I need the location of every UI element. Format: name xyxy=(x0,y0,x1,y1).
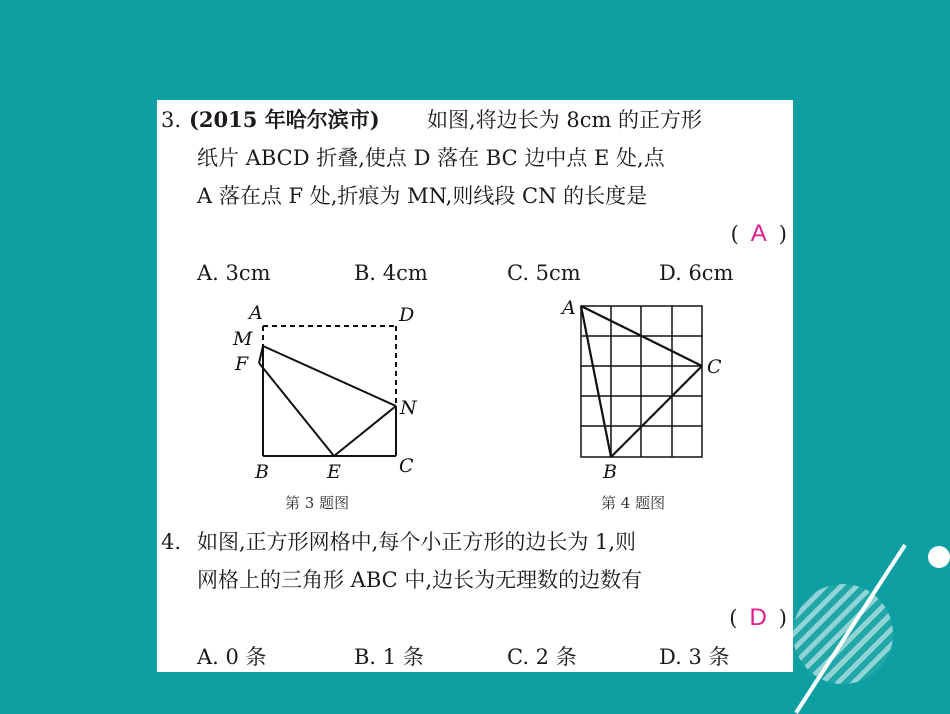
fig4-label-a: A xyxy=(562,297,576,319)
q4-text-2: 网格上的三角形 ABC 中,边长为无理数的边数有 xyxy=(197,568,643,592)
q3-answer: A xyxy=(750,220,767,247)
q3-number: 3. xyxy=(161,108,182,132)
fig3-label-e: E xyxy=(327,461,341,483)
fig4-side-cb xyxy=(611,366,702,457)
q3-option-d: D. 6cm xyxy=(659,261,734,285)
fig3-label-n: N xyxy=(400,397,417,419)
q4-line-2 xyxy=(157,562,793,598)
q3-text-3: A 落在点 F 处,折痕为 MN,则线段 CN 的长度是 xyxy=(197,184,648,208)
fig4-side-ba xyxy=(581,306,611,457)
q4-number: 4. xyxy=(161,530,182,554)
q4-option-d: D. 3 条 xyxy=(659,645,730,669)
fig4-label-c: C xyxy=(707,356,722,378)
q4-answer-bracket: ( D ) xyxy=(729,604,787,631)
q3-text-1: 如图,将边长为 8cm 的正方形 xyxy=(427,108,703,132)
q4-option-b: B. 1 条 xyxy=(354,645,424,669)
q3-text-2: 纸片 ABCD 折叠,使点 D 落在 BC 边中点 E 处,点 xyxy=(197,146,665,170)
fig3-label-c: C xyxy=(399,455,414,477)
q4-option-a: A. 0 条 xyxy=(197,645,267,669)
q4-answer: D xyxy=(749,604,767,631)
fig4-caption: 第 4 题图 xyxy=(601,494,666,512)
fig3-label-m: M xyxy=(233,328,253,350)
worksheet xyxy=(157,100,793,672)
q3-source: (2015 年哈尔滨市) xyxy=(189,107,380,132)
decorative-striped-circle xyxy=(793,584,893,684)
q4-options xyxy=(197,640,787,672)
q4-line-1 xyxy=(157,524,793,560)
q3-answer-bracket: ( A ) xyxy=(730,220,787,247)
fig3-label-a: A xyxy=(249,302,263,324)
fig3-caption: 第 3 题图 xyxy=(285,494,350,512)
q3-option-a: A. 3cm xyxy=(197,261,271,285)
fig3-label-f: F xyxy=(235,353,249,375)
fig3-label-d: D xyxy=(399,304,415,326)
fig4-label-b: B xyxy=(603,461,617,483)
fig3-label-b: B xyxy=(255,461,269,483)
decorative-dot xyxy=(928,546,950,568)
q4-option-c: C. 2 条 xyxy=(507,645,577,669)
q3-option-b: B. 4cm xyxy=(354,261,428,285)
q4-text-1: 如图,正方形网格中,每个小正方形的边长为 1,则 xyxy=(197,530,637,554)
q3-option-c: C. 5cm xyxy=(507,261,581,285)
